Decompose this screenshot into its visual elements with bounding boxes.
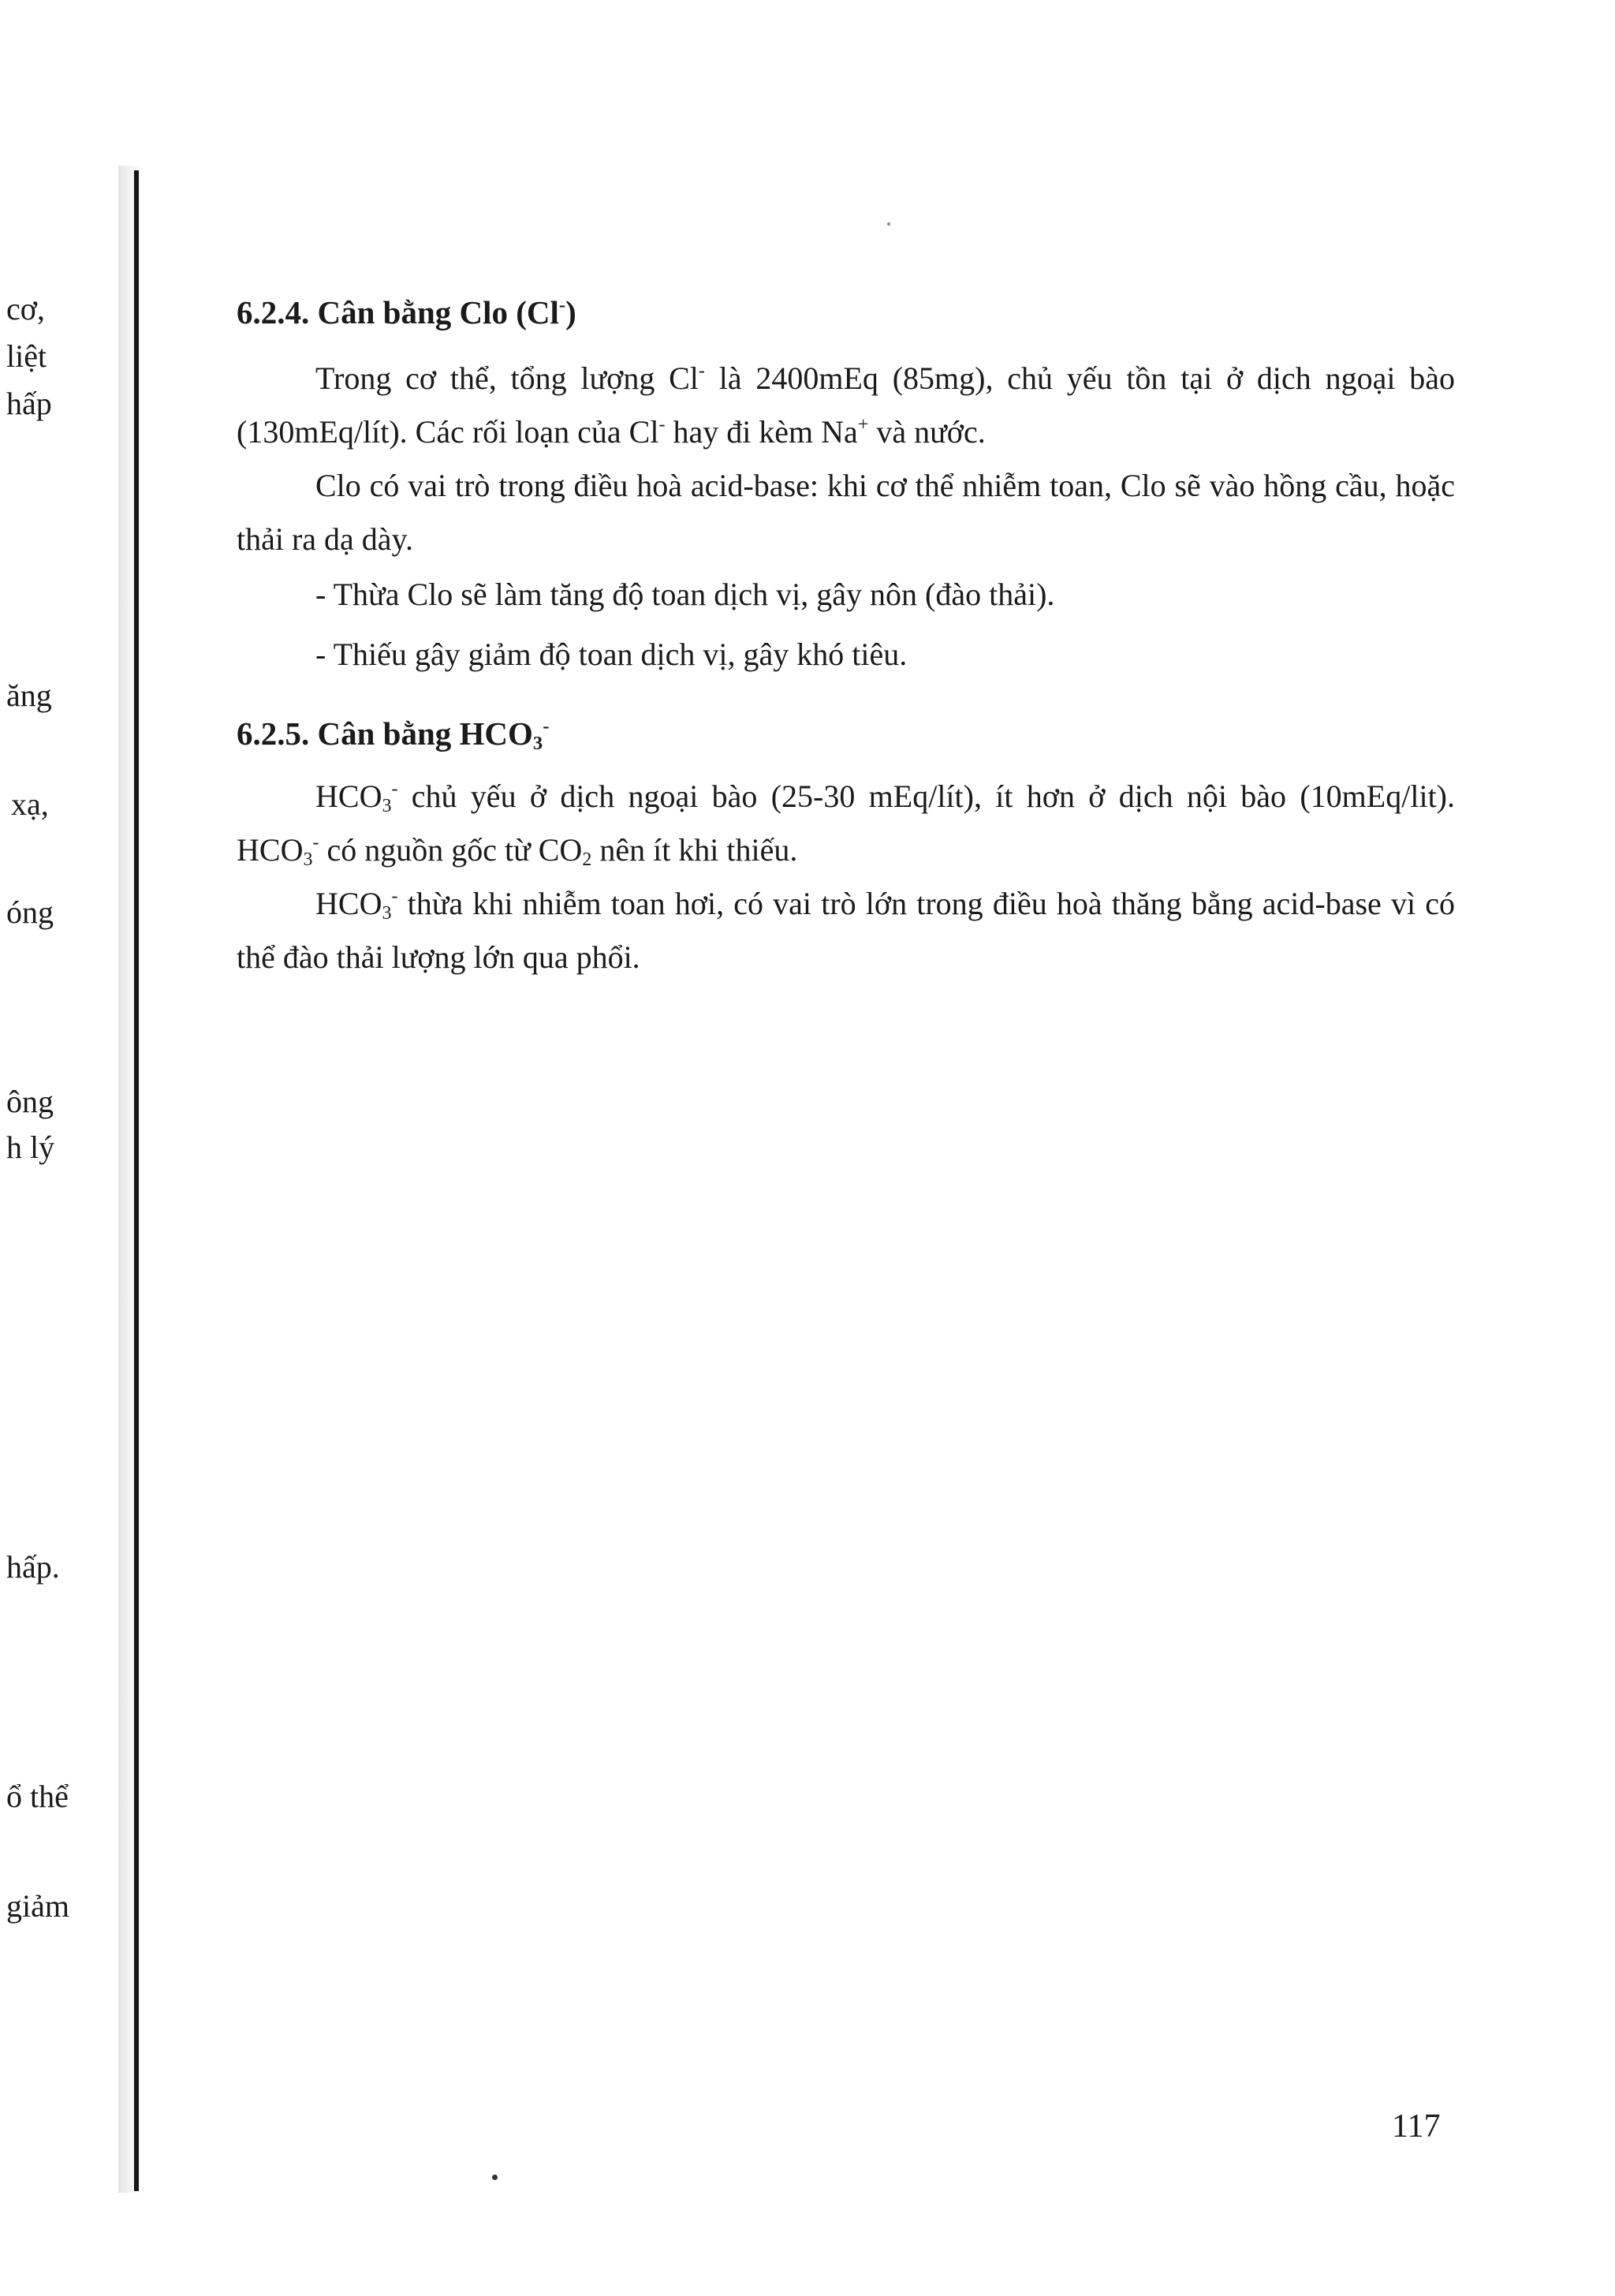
margin-fragment: giảm [6, 1888, 69, 1924]
binding-line [134, 170, 139, 2191]
margin-fragment: ăng [6, 678, 52, 713]
paragraph-bicarbonate-role: $HCO_3^-$ thừa khi nhiễm toan hơi, có vai trò lớn trong điều hoà thăng bằng acid-base vì có thể đào thải lượng lớn qua phổi. [237, 886, 1455, 975]
scan-speck [492, 2175, 498, 2180]
section-heading-chlorine: 6.2.4. Cân bằng Clo (Cl-) [237, 294, 576, 330]
page-number: 117 [1392, 2108, 1441, 2145]
margin-fragment: hấp. [6, 1549, 60, 1585]
bullet-chlorine-excess: - Thừa Clo sẽ làm tăng độ toan dịch vị, gây nôn (đào thải). [315, 577, 1055, 612]
binding-shadow [118, 166, 145, 2193]
scan-speck [887, 222, 890, 226]
margin-fragment: óng [6, 894, 54, 930]
section-heading-bicarbonate: 6.2.5. Cân bằng $HCO_3^-$ [237, 715, 550, 755]
margin-fragment: h lý [6, 1129, 55, 1165]
margin-fragment: liệt [6, 338, 47, 374]
paragraph-bicarbonate-location: $HCO_3^-$ chủ yếu ở dịch ngoại bào (25-30 mEq/lít), ít hơn ở dịch nội bào (10mEq/lit). $HCO_3^-$ có nguồn gốc từ $CO_2$ nên ít khi thiếu. [237, 778, 1455, 870]
paragraph-chlorine-role: Clo có vai trò trong điều hoà acid-base: khi cơ thể nhiễm toan, Clo sẽ vào hồng cầu, hoặc thải ra dạ dày. [237, 468, 1455, 557]
margin-fragment: ổ thể [6, 1779, 69, 1814]
margin-fragment: ông [6, 1084, 54, 1119]
paragraph-chlorine-total: Trong cơ thể, tổng lượng Cl- là 2400mEq (85mg), chủ yếu tồn tại ở dịch ngoại bào (130mEq/lít). Các rối loạn của Cl- hay đi kèm Na+ và nước. [237, 360, 1455, 450]
margin-fragment: cơ, [6, 291, 45, 327]
margin-fragment: xạ, [11, 786, 49, 822]
margin-fragment: hấp [6, 386, 52, 421]
bullet-chlorine-deficit: - Thiếu gây giảm độ toan dịch vị, gây khó tiêu. [315, 637, 908, 672]
